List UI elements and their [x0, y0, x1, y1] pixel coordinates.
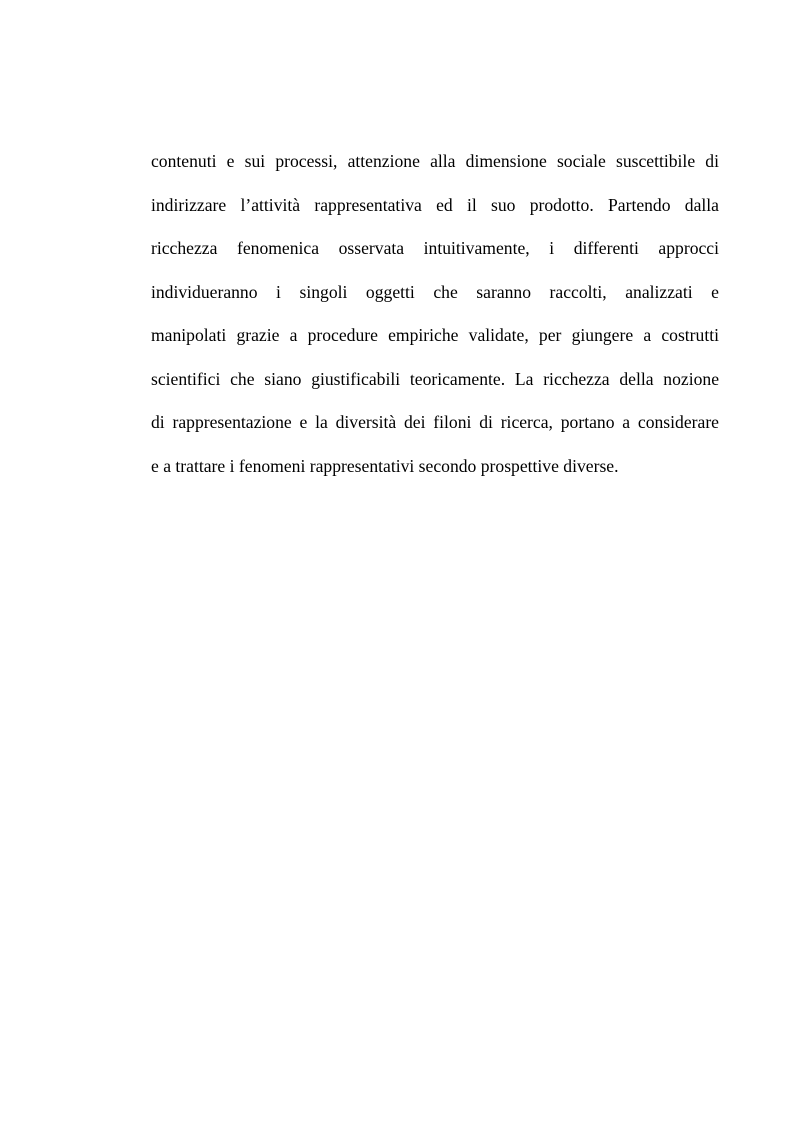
paragraph-line: ricchezza fenomenica osservata intuitivamente, i differenti approcci	[151, 238, 719, 258]
paragraph-line: contenuti e sui processi, attenzione alla dimensione sociale suscettibile di	[151, 151, 719, 171]
paragraph-line: di rappresentazione e la diversità dei filoni di ricerca, portano a considerare	[151, 412, 719, 432]
paragraph-line: scientifici che siano giustificabili teoricamente. La ricchezza della nozione	[151, 368, 719, 389]
paragraph-line: individueranno i singoli oggetti che saranno raccolti, analizzati e	[151, 281, 719, 302]
paragraph-line: e a trattare i fenomeni rappresentativi secondo prospettive diverse.	[151, 455, 619, 476]
body-paragraph	[151, 146, 719, 494]
paragraph-line: indirizzare l’attività rappresentativa ed il suo prodotto. Partendo dalla	[151, 194, 719, 215]
paragraph-line: manipolati grazie a procedure empiriche validate, per giungere a costrutti	[151, 325, 719, 345]
